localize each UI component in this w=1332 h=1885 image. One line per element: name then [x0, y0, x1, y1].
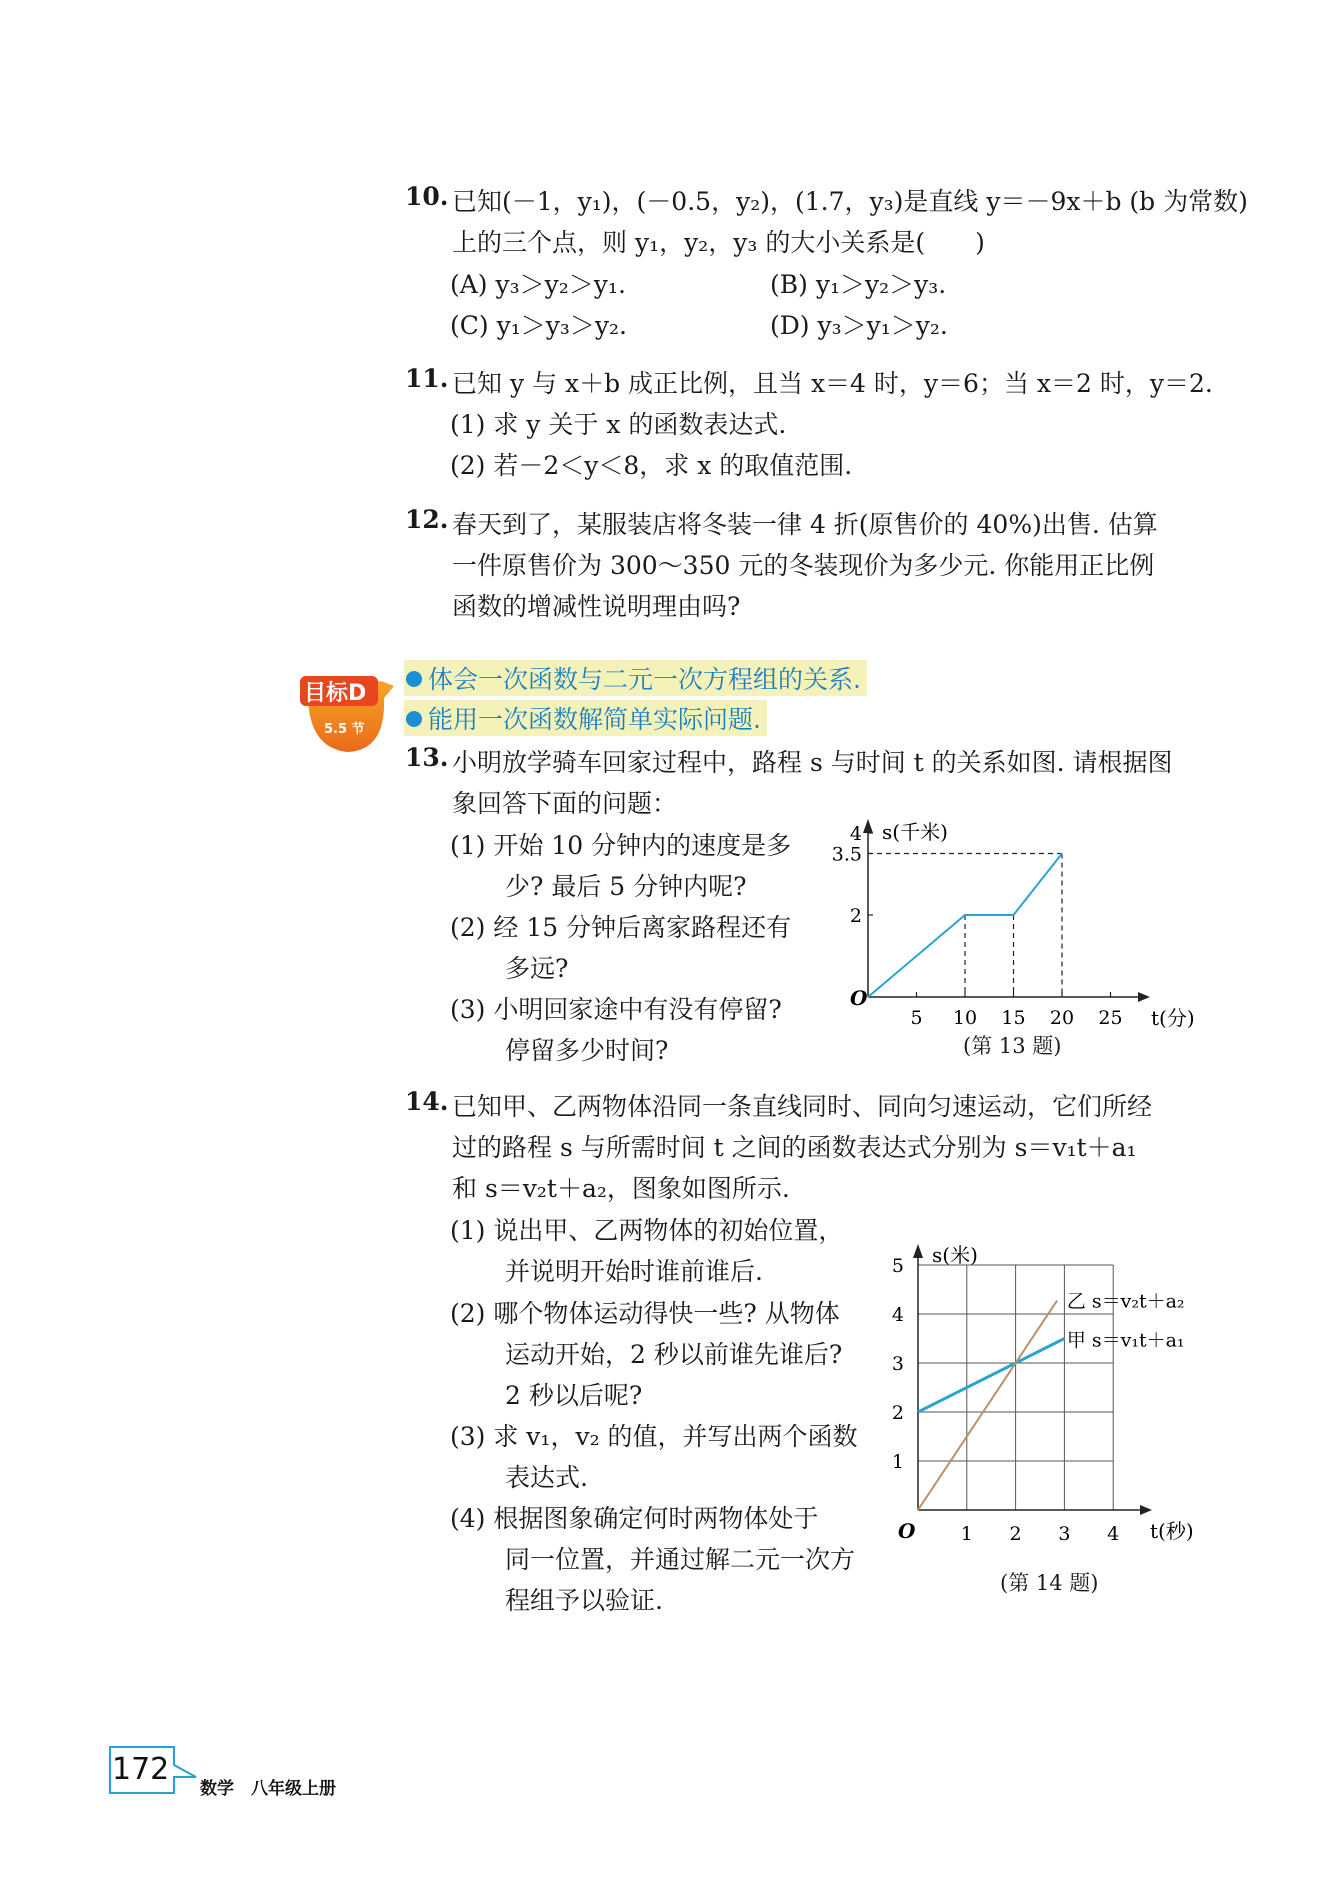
question-13-line-2: 象回答下面的问题：: [452, 789, 678, 818]
question-12-number: 12.: [405, 505, 449, 534]
origin-label: O: [850, 986, 868, 1010]
bullet-icon: [406, 671, 422, 687]
question-11-line-1: 已知 y 与 x＋b 成正比例，且当 x＝4 时，y＝6；当 x＝2 时，y＝2.: [452, 369, 1213, 398]
question-12-line-1: 春天到了，某服装店将冬装一律 4 折(原售价的 40%)出售. 估算: [452, 510, 1158, 539]
question-13-part-1a: (1) 开始 10 分钟内的速度是多: [450, 831, 792, 860]
goal-item-1: 体会一次函数与二元一次方程组的关系.: [404, 660, 867, 696]
question-13-number: 13.: [405, 743, 449, 772]
question-14-number: 14.: [405, 1087, 449, 1116]
question-14-part-1b: 并说明开始时谁前谁后.: [505, 1257, 763, 1286]
x-tick-label: 5: [910, 1007, 923, 1029]
question-11-part-1: (1) 求 y 关于 x 的函数表达式.: [450, 410, 787, 439]
y-axis-arrow: [913, 1244, 923, 1258]
question-14-part-4c: 程组予以验证.: [505, 1586, 663, 1615]
y-tick-label: 2: [849, 905, 862, 927]
goal-badge-section: 5.5 节: [324, 722, 365, 737]
x-tick-label: 3: [1058, 1523, 1071, 1545]
question-14-part-2a: (2) 哪个物体运动得快一些? 从物体: [450, 1299, 840, 1328]
series-label-jia: 甲 s＝v₁t＋a₁: [1066, 1329, 1185, 1352]
y-axis-label: s(米): [932, 1243, 978, 1267]
question-14-part-4b: 同一位置，并通过解二元一次方: [505, 1545, 856, 1574]
question-12-line-2: 一件原售价为 300～350 元的冬装现价为多少元. 你能用正比例: [452, 551, 1155, 580]
goal-badge: [298, 668, 398, 756]
y-tick-label: 4: [849, 823, 862, 845]
chart-question-14: [880, 1240, 1230, 1570]
x-tick-label: 4: [1107, 1523, 1120, 1545]
question-13-part-3a: (3) 小明回家途中有没有停留?: [450, 995, 782, 1024]
question-10-number: 10.: [405, 182, 449, 211]
question-11-number: 11.: [405, 364, 449, 393]
question-13-line-1: 小明放学骑车回家过程中，路程 s 与时间 t 的关系如图. 请根据图: [452, 748, 1173, 777]
question-10-option-b: (B) y₁＞y₂＞y₃.: [770, 270, 947, 299]
question-14-part-3a: (3) 求 v₁，v₂ 的值，并写出两个函数: [450, 1422, 858, 1451]
series-line-yi: [918, 1301, 1057, 1510]
x-tick-label: 10: [952, 1007, 978, 1029]
question-11-part-2: (2) 若－2＜y＜8，求 x 的取值范围.: [450, 451, 853, 480]
x-axis-label: t(秒): [1150, 1519, 1194, 1543]
book-title: 数学 八年级上册: [200, 1779, 336, 1799]
x-tick-label: 25: [1098, 1007, 1123, 1029]
question-14-part-2b: 运动开始，2 秒以前谁先谁后?: [505, 1340, 843, 1369]
question-13-part-2a: (2) 经 15 分钟后离家路程还有: [450, 913, 792, 942]
y-axis-label: s(千米): [882, 820, 948, 844]
question-12-line-3: 函数的增减性说明理由吗?: [452, 592, 741, 621]
question-10-option-c: (C) y₁＞y₃＞y₂.: [450, 311, 627, 340]
question-13-part-3b: 停留多少时间?: [505, 1036, 669, 1065]
x-axis-arrow: [1138, 992, 1150, 1002]
y-tick-label: 3: [891, 1353, 904, 1375]
question-10-line-2: 上的三个点，则 y₁，y₂，y₃ 的大小关系是( ): [452, 228, 985, 257]
x-tick-label: 2: [1009, 1523, 1022, 1545]
goal-item-2: 能用一次函数解简单实际问题.: [404, 700, 767, 736]
y-tick-label: 5: [891, 1255, 904, 1277]
question-14-part-2c: 2 秒以后呢?: [505, 1381, 643, 1410]
goal-badge-title: 目标D: [304, 681, 367, 706]
chart-question-13: [831, 815, 1200, 1045]
y-axis-arrow: [863, 819, 873, 833]
chart-14-caption: (第 14 题): [1000, 1571, 1099, 1595]
page-number: 172: [112, 1752, 170, 1787]
question-10-option-a: (A) y₃＞y₂＞y₁.: [450, 270, 626, 299]
question-14-part-4a: (4) 根据图象确定何时两物体处于: [450, 1504, 819, 1533]
y-tick-label: 1: [891, 1451, 904, 1473]
question-10-line-1: 已知(－1，y₁)，(－0.5，y₂)，(1.7，y₃)是直线 y＝－9x＋b (b 为常数): [452, 187, 1248, 216]
x-tick-label: 15: [1001, 1007, 1026, 1029]
x-tick-label: 1: [960, 1523, 973, 1545]
question-14-part-3b: 表达式.: [505, 1463, 588, 1492]
question-10-option-d: (D) y₃＞y₁＞y₂.: [770, 311, 948, 340]
chart-13-caption: (第 13 题): [963, 1034, 1062, 1058]
bullet-icon: [406, 711, 422, 727]
y-tick-label: 2: [891, 1402, 904, 1424]
series-label-yi: 乙 s＝v₂t＋a₂: [1066, 1290, 1185, 1313]
question-14-line-1: 已知甲、乙两物体沿同一条直线同时、同向匀速运动，它们所经: [452, 1092, 1153, 1121]
x-axis-label: t(分): [1151, 1006, 1195, 1030]
question-14-part-1a: (1) 说出甲、乙两物体的初始位置，: [450, 1216, 844, 1245]
y-tick-label: 3.5: [831, 843, 862, 866]
question-13-part-1b: 少? 最后 5 分钟内呢?: [505, 872, 747, 901]
y-tick-label: 4: [891, 1304, 904, 1326]
x-tick-label: 20: [1049, 1007, 1075, 1029]
origin-label: O: [898, 1519, 916, 1543]
x-axis-arrow: [1140, 1505, 1152, 1515]
question-14-line-3: 和 s＝v₂t＋a₂，图象如图所示.: [452, 1174, 790, 1203]
question-13-part-2b: 多远?: [505, 954, 569, 983]
question-14-line-2: 过的路程 s 与所需时间 t 之间的函数表达式分别为 s＝v₁t＋a₁: [452, 1133, 1137, 1162]
